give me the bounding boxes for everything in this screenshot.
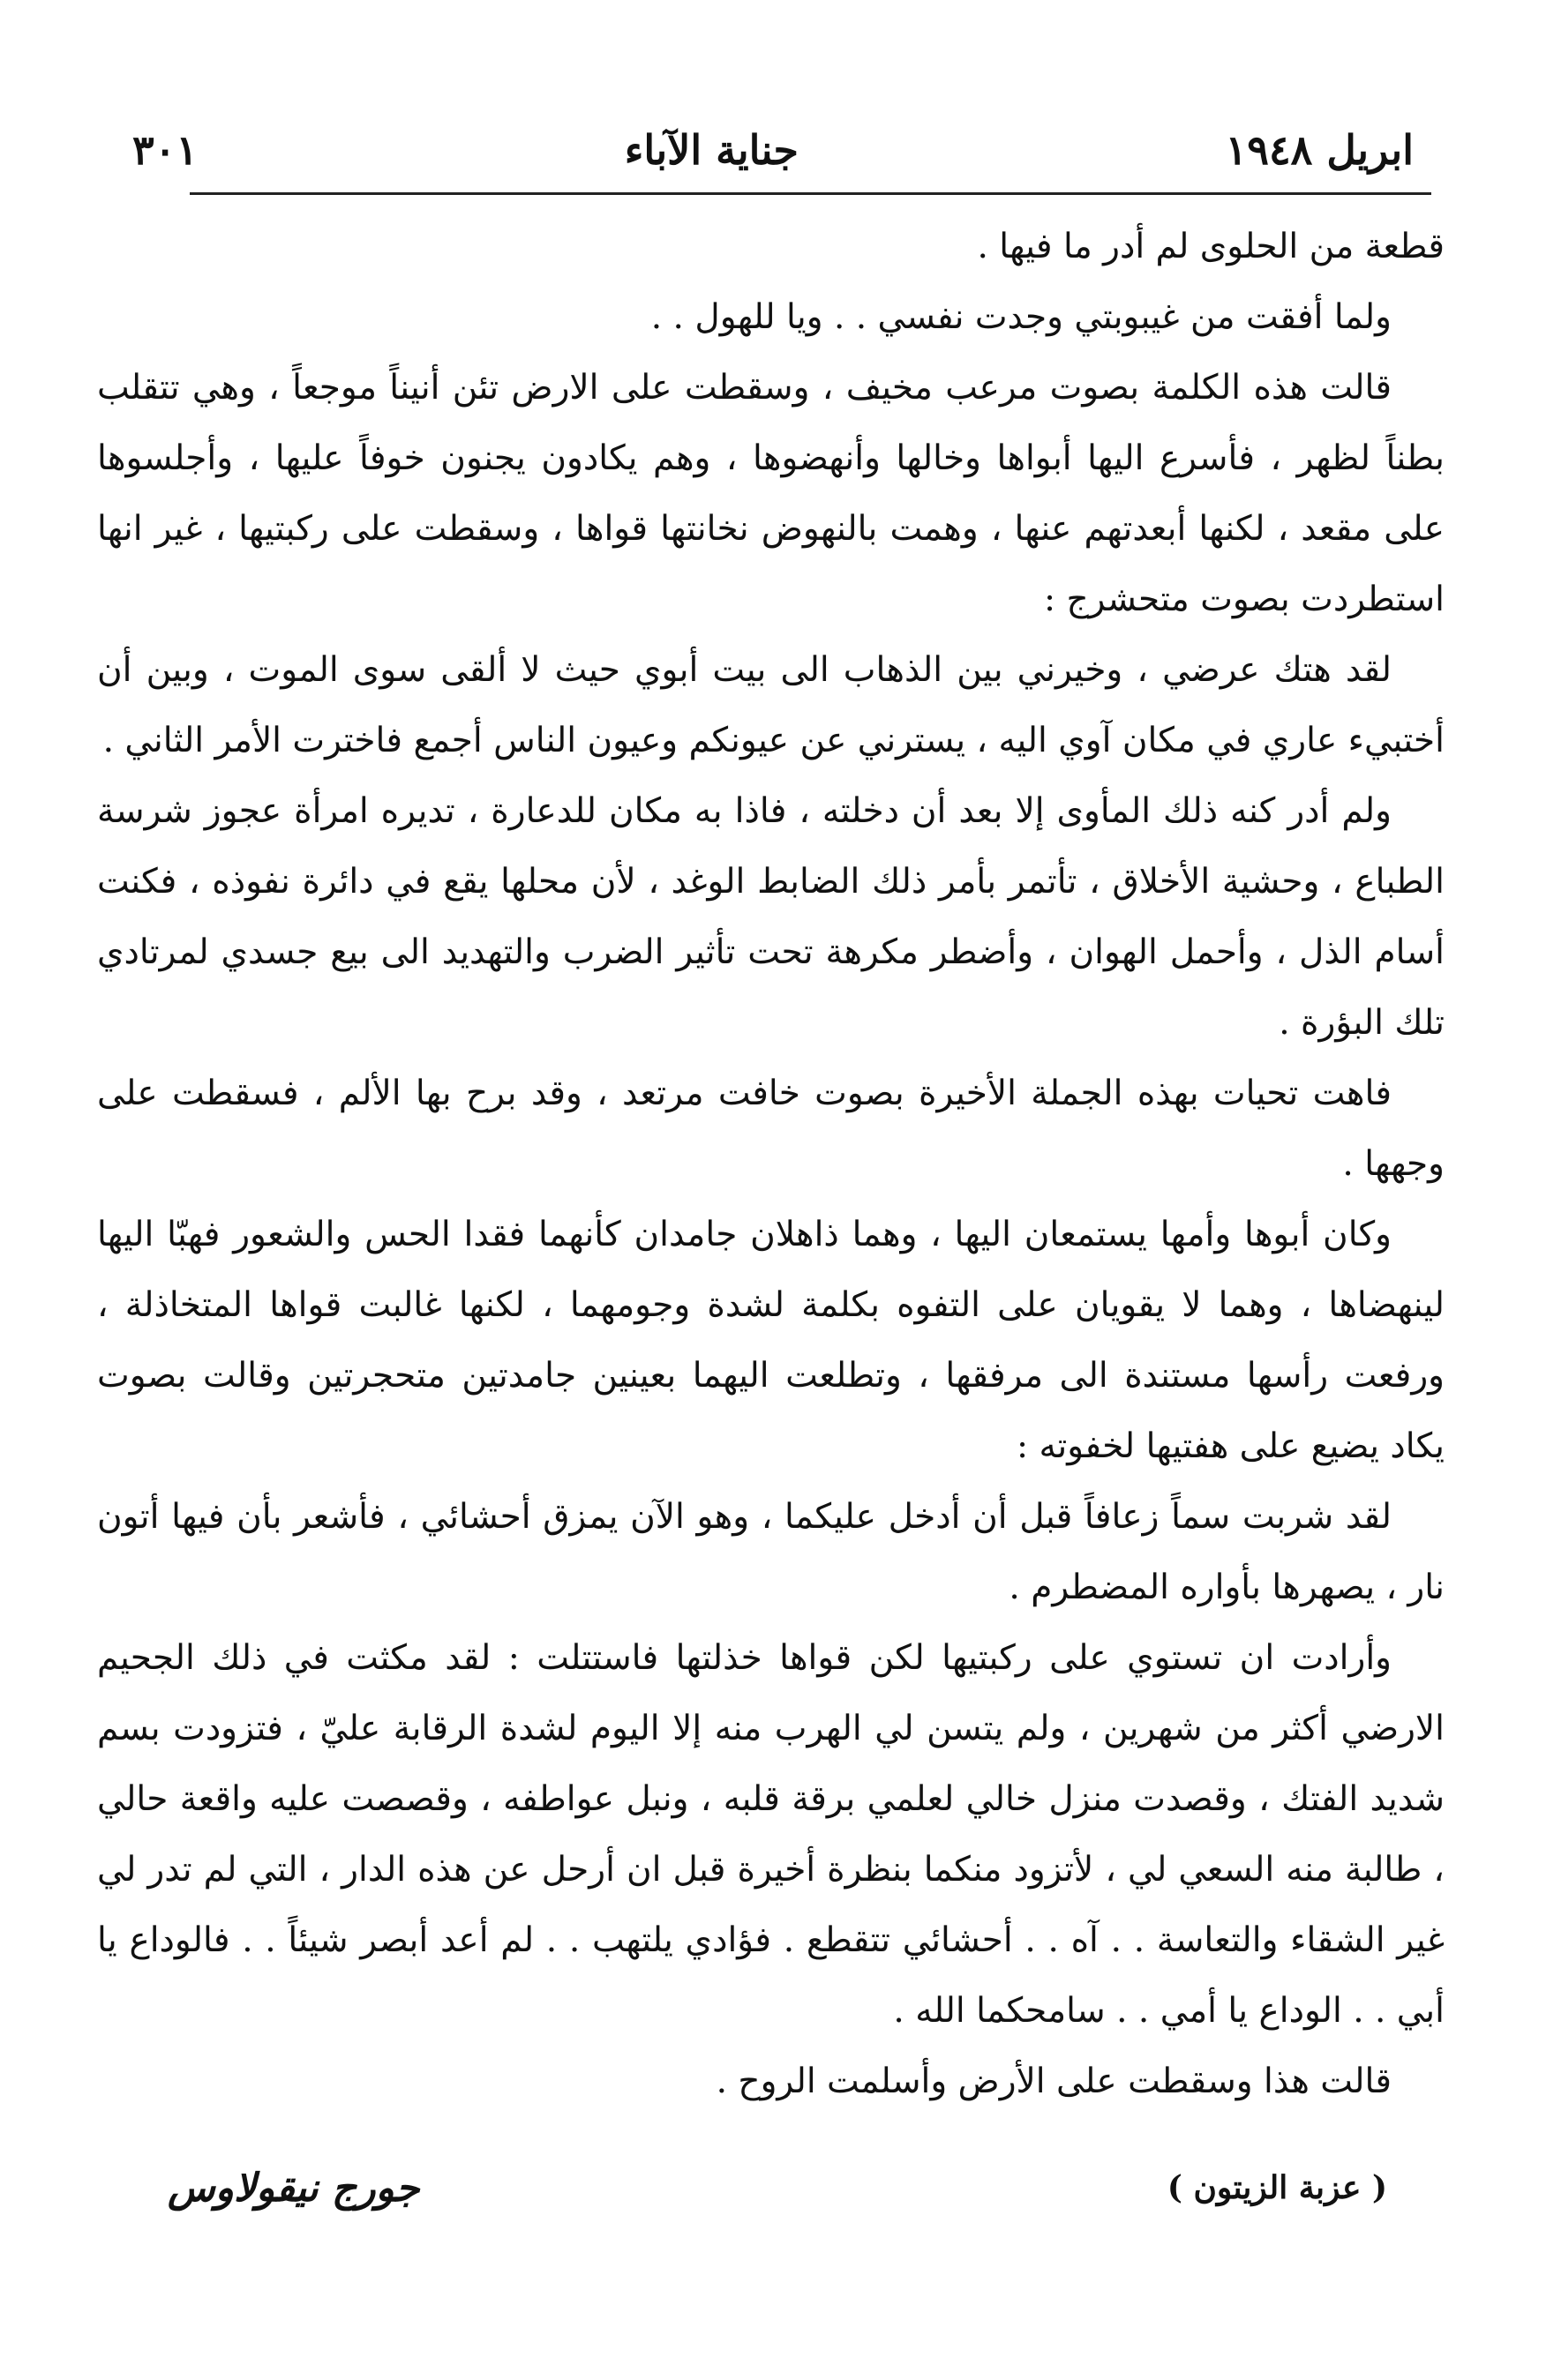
- article-footer: [168, 2152, 1387, 2223]
- paragraph: فاهت تحيات بهذه الجملة الأخيرة بصوت خافت مرتعد ، وقد برح بها الألم ، فسقطت على وجهها .: [97, 1074, 1445, 1184]
- paragraph: وكان أبوها وأمها يستمعان اليها ، وهما ذاهلان جامدان كأنهما فقدا الحس والشعور فهبّا اليها لينهضاها ، وهما لا يقويان على التفوه بكلمة لشدة وجومهما ، لكنها غالبت قواها المتخاذلة ، ورفعت رأسها مستندة الى مرفقها ، وتطلعت اليهما بعينين جامدتين متحجرتين وقالت بصوت يكاد يضيع على هفتيها لخفوته :: [97, 1215, 1445, 1466]
- page-header: [132, 115, 1414, 185]
- paragraph: قطعة من الحلوى لم أدر ما فيها .: [977, 227, 1445, 266]
- paragraph: لقد هتك عرضي ، وخيرني بين الذهاب الى بيت أبوي حيث لا ألقى سوى الموت ، وبين أن أختبيء عاري في مكان آوي اليه ، يسترني عن عيونكم وعيون الناس أجمع فاخترت الأمر الثاني .: [97, 650, 1445, 760]
- paragraph: قالت هذا وسقطت على الأرض وأسلمت الروح .: [716, 2062, 1392, 2101]
- paragraph: لقد شربت سماً زعافاً قبل أن أدخل عليكما ، وهو الآن يمزق أحشائي ، فأشعر بأن فيها أتون نار ، يصهرها بأواره المضطرم .: [97, 1497, 1445, 1607]
- issue-date: ابريل ١٩٤٨: [1225, 126, 1414, 174]
- header-divider: [190, 192, 1431, 195]
- page-number: ٣٠١: [132, 126, 199, 174]
- paragraph: ولم أدر كنه ذلك المأوى إلا بعد أن دخلته ، فاذا به مكان للدعارة ، تديره امرأة عجوز شرسة الطباع ، وحشية الأخلاق ، تأتمر بأمر ذلك الضابط الوغد ، لأن محلها يقع في دائرة نفوذه ، فكنت أسام الذل ، وأحمل الهوان ، وأضطر مكرهة تحت تأثير الضرب والتهديد الى بيع جسدي لمرتادي تلك البؤرة .: [97, 791, 1445, 1043]
- paragraph: وأرادت ان تستوي على ركبتيها لكن قواها خذلتها فاستتلت : لقد مكثت في ذلك الجحيم الارضي أكثر من شهرين ، ولم يتسن لي الهرب منه إلا اليوم لشدة الرقابة عليّ ، فتزودت بسم شديد الفتك ، وقصدت منزل خالي لعلمي برقة قلبه ، ونبل عواطفه ، وقصصت عليه واقعة حالي ، طالبة منه السعي لي ، لأتزود منكما بنظرة أخيرة قبل ان أرحل عن هذه الدار ، التي لم تدر لي غير الشقاء والتعاسة . . آه . . أحشائي تتقطع . فؤادي يلتهب . . لم أعد أبصر شيئاً . . فالوداع يا أبي . . الوداع يا أمي . . سامحكما الله .: [97, 1638, 1445, 2031]
- author-signature: جورج نيقولاوس: [168, 2165, 420, 2211]
- running-title: جناية الآباء: [624, 126, 799, 174]
- paragraph: ولما أفقت من غيبوبتي وجدت نفسي . . ويا للهول . .: [650, 297, 1392, 337]
- article-body: [97, 212, 1445, 2117]
- source-location: ( عزبة الزيتون ): [1167, 2169, 1387, 2206]
- paragraph: قالت هذه الكلمة بصوت مرعب مخيف ، وسقطت على الارض تئن أنيناً موجعاً ، وهي تتقلب بطناً لظهر ، فأسرع اليها أبواها وخالها وأنهضوها ، وهم يكادون يجنون خوفاً عليها ، وأجلسوها على مقعد ، لكنها أبعدتهم عنها ، وهمت بالنهوض نخانتها قواها ، وسقطت على ركبتيها ، غير انها استطردت بصوت متحشرج :: [97, 368, 1445, 619]
